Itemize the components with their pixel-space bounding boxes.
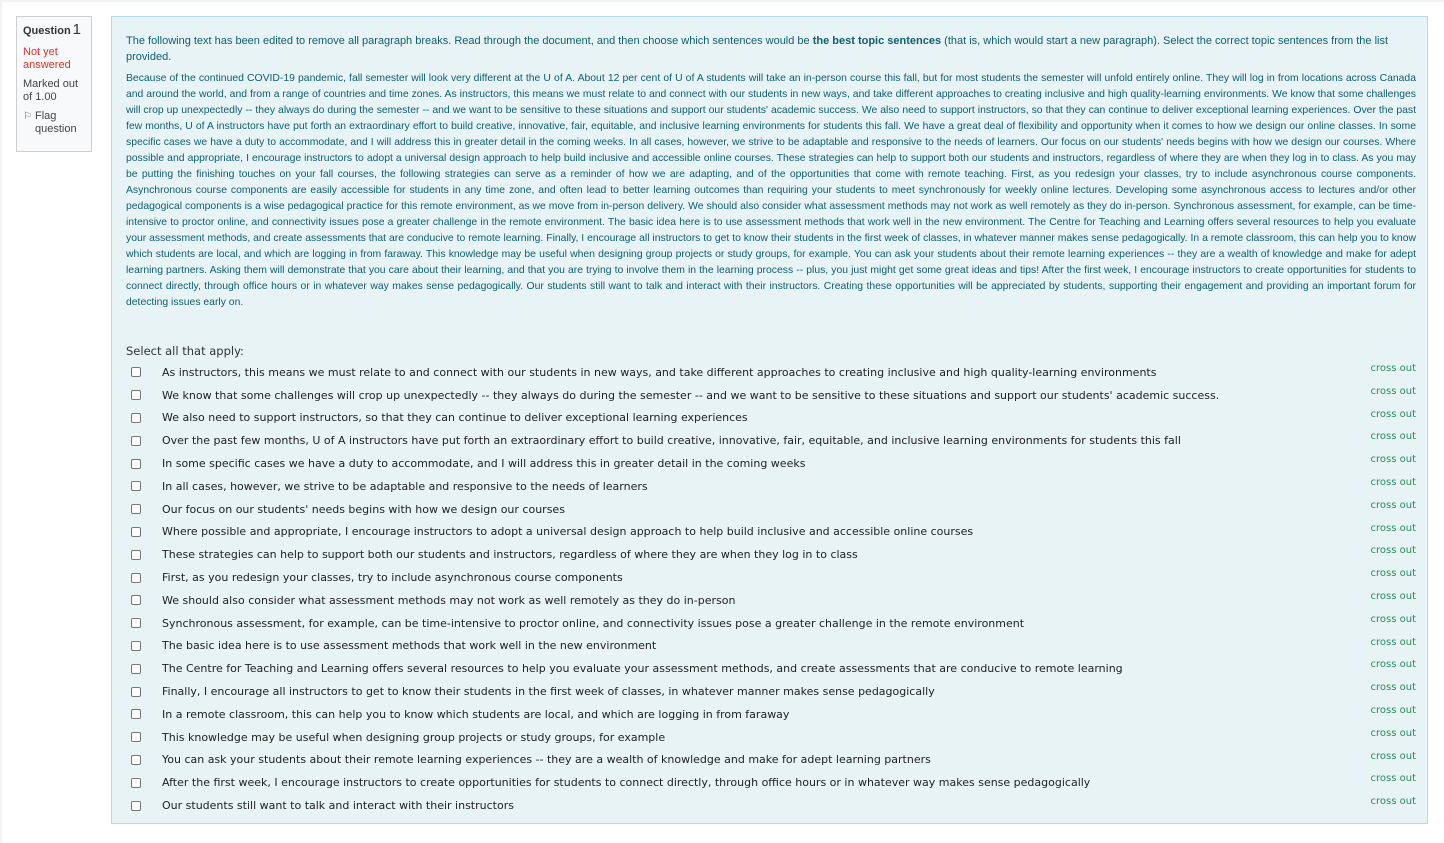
instructions-emphasis: the best topic sentences (812, 35, 942, 47)
question-instructions (126, 33, 1416, 65)
flag-icon: ⚐ (23, 111, 32, 122)
answer-option[interactable] (126, 589, 1416, 612)
cross-out-link[interactable]: cross out (1370, 636, 1416, 648)
cross-out-link[interactable]: cross out (1370, 750, 1416, 762)
answer-option-label[interactable]: Where possible and appropriate, I encourage instructors to adopt a universal design approach to help build inclusive and accessible online courses (162, 525, 974, 539)
instructions-text-before: The following text has been edited to remove all paragraph breaks. Read through the document, and then choose which sentences would be (126, 35, 813, 47)
answer-option-label[interactable]: In all cases, however, we strive to be adaptable and responsive to the needs of learners (162, 479, 648, 493)
answer-option-label[interactable]: We should also consider what assessment methods may not work as well remotely as they do in-person (162, 593, 736, 607)
answer-option[interactable] (126, 749, 1416, 772)
answer-option[interactable] (126, 475, 1416, 498)
answer-checkbox[interactable] (131, 709, 141, 719)
cross-out-link[interactable]: cross out (1370, 568, 1416, 580)
answer-option-label[interactable]: First, as you redesign your classes, try to include asynchronous course components (162, 571, 623, 585)
answer-option-label[interactable]: We also need to support instructors, so that they can continue to deliver exceptional learning experiences (162, 411, 748, 425)
answer-checkbox[interactable] (131, 755, 141, 765)
answer-checkbox[interactable] (131, 481, 141, 491)
answer-option[interactable] (126, 498, 1416, 521)
question-grade: Marked out of 1.00 (23, 78, 79, 103)
cross-out-link[interactable]: cross out (1370, 476, 1416, 488)
question-number (23, 23, 85, 38)
answer-option[interactable] (126, 612, 1416, 635)
cross-out-link[interactable]: cross out (1370, 659, 1416, 671)
flag-question-label: Flag question (34, 110, 77, 135)
answer-option[interactable] (126, 452, 1416, 475)
answer-checkbox[interactable] (131, 436, 141, 446)
answer-option-label[interactable]: This knowledge may be useful when designing group projects or study groups, for example (162, 730, 666, 744)
question-label: Question (23, 25, 71, 37)
answer-checkbox[interactable] (131, 618, 141, 628)
question-number-value: 1 (72, 21, 82, 38)
answer-option-label[interactable]: The Centre for Teaching and Learning offers several resources to help you evaluate your assessment methods, and create assessments that are conducive to remote learning (162, 662, 1123, 676)
page-top-border (0, 0, 1444, 2)
answer-option-label[interactable]: In some specific cases we have a duty to accommodate, and I will address this in greater detail in the coming weeks (162, 457, 806, 471)
answer-option-label[interactable]: The basic idea here is to use assessment methods that work well in the new environment (162, 639, 657, 653)
answer-checkbox[interactable] (131, 573, 141, 583)
question-content (111, 16, 1428, 824)
answer-checkbox[interactable] (131, 801, 141, 811)
answer-option-label[interactable]: As instructors, this means we must relate to and connect with our students in new ways, and take different approaches to creating inclusive and high quality-learning environments (162, 365, 1157, 379)
answer-option-label[interactable]: Over the past few months, U of A instructors have put forth an extraordinary effort to build creative, innovative, fair, equitable, and inclusive learning environments for students this fall (162, 434, 1181, 448)
answer-checkbox[interactable] (131, 550, 141, 560)
cross-out-link[interactable]: cross out (1370, 682, 1416, 694)
question-state: Not yet answered (23, 46, 71, 71)
answer-option[interactable] (126, 521, 1416, 544)
answer-option[interactable] (126, 703, 1416, 726)
answer-option[interactable] (126, 361, 1416, 384)
answer-checkbox[interactable] (131, 732, 141, 742)
answer-checkbox[interactable] (131, 641, 141, 651)
answer-checkbox[interactable] (131, 413, 141, 423)
answer-option-label[interactable]: Synchronous assessment, for example, can be time-intensive to proctor online, and connectivity issues pose a greater challenge in the remote environment (162, 616, 1025, 630)
answer-option-label[interactable]: Our focus on our students' needs begins with how we design our courses (162, 502, 565, 516)
cross-out-link[interactable]: cross out (1370, 773, 1416, 785)
answer-option-label[interactable]: Our students still want to talk and interact with their instructors (162, 799, 514, 813)
answer-checkbox[interactable] (131, 504, 141, 514)
flag-question-link[interactable] (23, 110, 85, 136)
answer-option[interactable] (126, 407, 1416, 430)
answer-option[interactable] (126, 384, 1416, 407)
answer-checkbox[interactable] (131, 778, 141, 788)
answer-option[interactable] (126, 635, 1416, 658)
answer-option[interactable] (126, 429, 1416, 452)
question-info-panel (16, 16, 92, 152)
cross-out-link[interactable]: cross out (1370, 704, 1416, 716)
cross-out-link[interactable]: cross out (1370, 796, 1416, 808)
answer-option[interactable] (126, 543, 1416, 566)
cross-out-link[interactable]: cross out (1370, 727, 1416, 739)
answer-option-label[interactable]: In a remote classroom, this can help you to know which students are local, and which are logging in from faraway (162, 707, 790, 721)
cross-out-link[interactable]: cross out (1370, 522, 1416, 534)
answer-option[interactable] (126, 771, 1416, 794)
cross-out-link[interactable]: cross out (1370, 431, 1416, 443)
answer-option[interactable] (126, 566, 1416, 589)
answer-option-label[interactable]: Finally, I encourage all instructors to get to know their students in the first week of classes, in whatever manner makes sense pedagogically (162, 685, 935, 699)
answer-checkbox[interactable] (131, 390, 141, 400)
reading-passage: Because of the continued COVID-19 pandemic, fall semester will look very different at the U of A. About 12 per cent of U of A students will take an in-person course this fall, but for most students the semester will unfold entirely online. They will log in from locations across Canada and around the world, and from a range of countries and time zones. As instructors, this means we must relate to and connect with our students in new ways, and take different approaches to creating inclusive and high quality-learning environments. We know that some challenges will crop up unexpectedly -- they always do during the semester -- and we want to be sensitive to these situations and support our students' academic success. We also need to support instructors, so that they can continue to deliver exceptional learning experiences. Over the past few months, U of A instructors have put forth an extraordinary effort to build creative, innovative, fair, equitable, and inclusive learning environments for students this fall. We have a great deal of flexibility and opportunity when it comes to how we design our online classes. In some specific cases we have a duty to accommodate, and I will address this in greater detail in the coming weeks. In all cases, however, we strive to be adaptable and responsive to the needs of learners. Our focus on our students' needs begins with how we design our courses. Where possible and appropriate, I encourage instructors to adopt a universal design approach to help build inclusive and accessible online courses. These strategies can help to support both our students and instructors, regardless of where they are when they log in to class. As you may be putting the finishing touches on your fall courses, the following strategies can serve as a reminder of how we are adapting, and of the opportunities that come with remote teaching. First, as you redesign your classes, try to include asynchronous course components. Asynchronous course components are easily accessible for students in any time zone, and often lead to better learning outcomes than requiring your students to meet synchronously for weekly online lectures. Developing some asynchronous access to lectures and/or other pedagogical components is a wise pedagogical practice for this remote environment, as we move from in-person delivery. We should also consider what assessment methods may not work as well remotely as they do in-person. Synchronous assessment, for example, can be time-intensive to proctor online, and connectivity issues pose a greater challenge in the remote environment. The basic idea here is to use assessment methods that work well in the new environment. The Centre for Teaching and Learning offers several resources to help you evaluate your assessment methods, and create assessments that are conducive to remote learning. Finally, I encourage all instructors to get to know their students in the first week of classes, in whatever manner makes sense pedagogically. In a remote classroom, this can help you to know which students are local, and which are logging in from faraway. This knowledge may be useful when designing group projects or study groups, for example. You can ask your students about their remote learning experiences -- they are a wealth of knowledge and make for adept learning partners. Asking them will demonstrate that you care about their learning, and that you are trying to involve them in the learning process -- plus, you just might get some great ideas and tips! After the first week, I encourage instructors to create opportunities for students to connect directly, through office hours or in whatever way makes sense pedagogically. Our students still want to talk and interact with their instructors. Creating these opportunities will be appreciated by students, supporting their engagement and providing an important forum for detecting issues early on. (126, 73, 1416, 308)
answer-checkbox[interactable] (131, 459, 141, 469)
instructions-text-after: (that is, which would start a new paragraph). Select the correct topic sentences from the list provided. (126, 35, 1389, 63)
answer-option-label[interactable]: You can ask your students about their remote learning experiences -- they are a wealth of knowledge and make for adept learning partners (162, 753, 931, 767)
cross-out-link[interactable]: cross out (1370, 408, 1416, 420)
answer-option[interactable] (126, 657, 1416, 680)
answer-option-label[interactable]: These strategies can help to support both our students and instructors, regardless of where they are when they log in to class (162, 548, 858, 562)
answer-option-label[interactable]: After the first week, I encourage instructors to create opportunities for students to connect directly, through office hours or in whatever way makes sense pedagogically (162, 776, 1091, 790)
cross-out-link[interactable]: cross out (1370, 363, 1416, 374)
answer-checkbox[interactable] (131, 595, 141, 605)
answer-option[interactable] (126, 680, 1416, 703)
cross-out-link[interactable]: cross out (1370, 385, 1416, 397)
answer-option[interactable] (126, 794, 1416, 817)
answer-option[interactable] (126, 726, 1416, 749)
cross-out-link[interactable]: cross out (1370, 613, 1416, 625)
page-left-border (0, 0, 2, 843)
cross-out-link[interactable]: cross out (1370, 590, 1416, 602)
answer-checkbox[interactable] (131, 367, 141, 377)
answer-option-label[interactable]: We know that some challenges will crop up unexpectedly -- they always do during the semester -- and we want to be sensitive to these situations and support our students' academic success. (162, 388, 1220, 402)
cross-out-link[interactable]: cross out (1370, 499, 1416, 511)
answer-checkbox[interactable] (131, 687, 141, 697)
cross-out-link[interactable]: cross out (1370, 454, 1416, 466)
answer-checkbox[interactable] (131, 664, 141, 674)
cross-out-link[interactable]: cross out (1370, 545, 1416, 557)
answer-options-list (126, 361, 1416, 817)
answer-prompt: Select all that apply: (126, 344, 244, 358)
answer-checkbox[interactable] (131, 527, 141, 537)
